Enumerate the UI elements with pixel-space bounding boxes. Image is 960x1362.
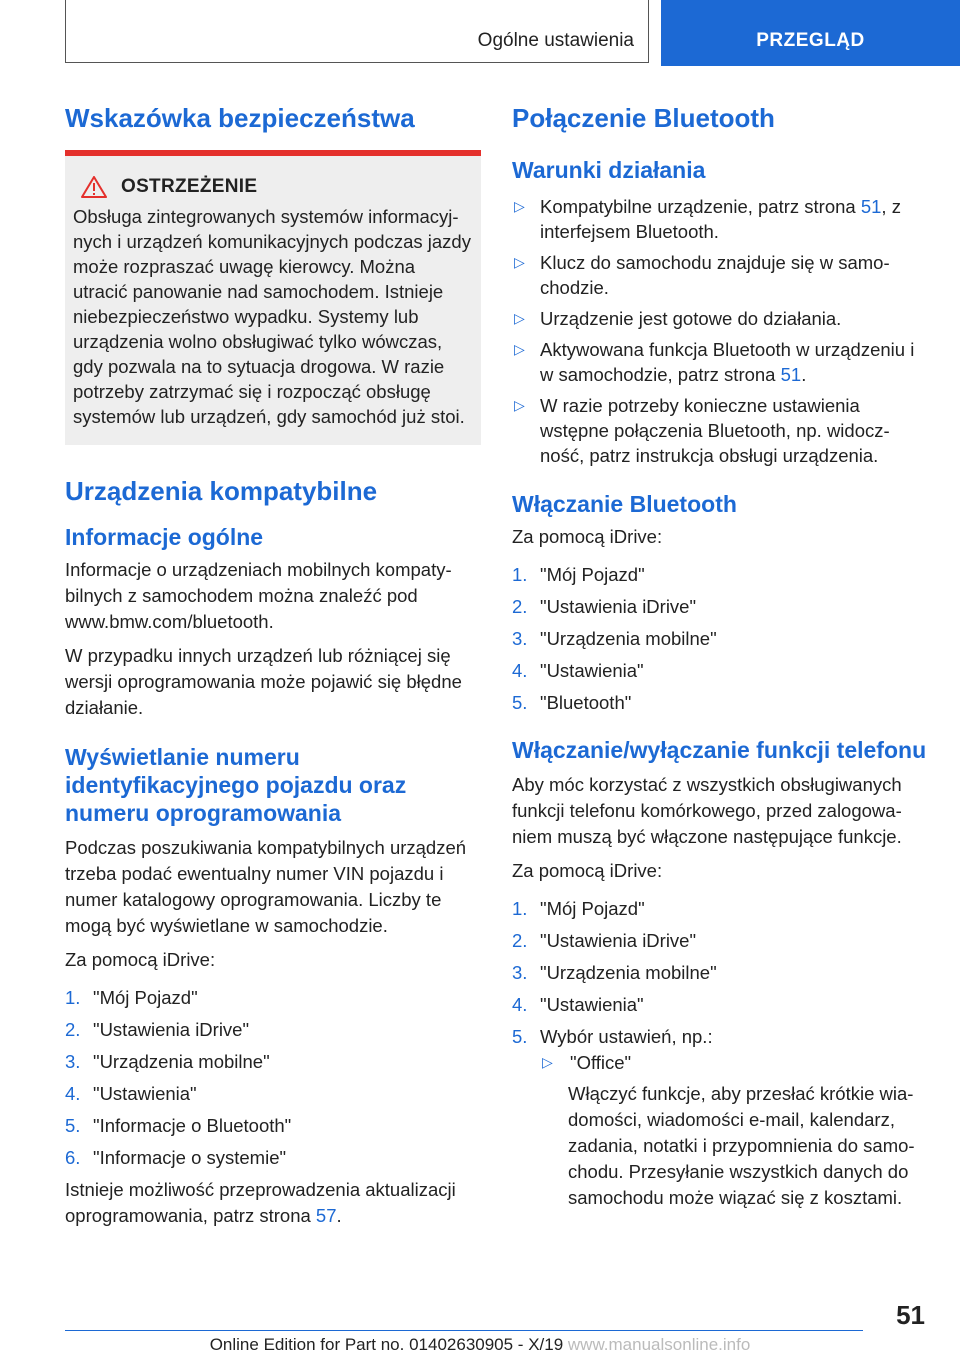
list-item: 5. "Bluetooth" [512, 692, 632, 713]
list-item: 6. "Informacje o systemie" [65, 1147, 287, 1168]
list-item: ▷ W razie potrzeby konieczne ustawienia wstępne połączenia Bluetooth, np. widocz-ność, patrz instrukcja obsługi urządzenia. [514, 395, 890, 466]
triangle-bullet-icon: ▷ [514, 341, 525, 357]
chapter-title: Ogólne ustawienia [477, 30, 634, 51]
list-item: 3. "Urządzenia mobilne" [65, 1051, 270, 1072]
list-item: 2. "Ustawienia iDrive" [65, 1019, 250, 1040]
warning-triangle-icon [81, 176, 107, 198]
right-column [512, 100, 928, 1217]
list-item: 4. "Ustawienia" [512, 994, 644, 1015]
page-number: 51 [896, 1300, 925, 1330]
bluetooth-heading: Połączenie Bluetooth [512, 103, 775, 133]
info-heading: Informacje ogólne [65, 524, 264, 550]
settings-sublist [540, 1050, 928, 1075]
page-header [0, 0, 960, 66]
compat-heading: Urządzenia kompatybilne [65, 476, 378, 506]
triangle-bullet-icon: ▷ [514, 397, 525, 413]
edition-text: Online Edition for Part no. 01402630905 - X/19 [209, 1335, 564, 1354]
list-item: ▷ Aktywowana funkcja Bluetooth w urządzeniu i w samochodzie, patrz strona 51. [514, 339, 915, 385]
warning-title: OSTRZEŻENIE [121, 176, 258, 197]
list-item [540, 1050, 928, 1075]
page-link-51[interactable]: 51 [780, 364, 802, 385]
office-label: "Office" [570, 1052, 632, 1073]
vin-steps [65, 985, 481, 1171]
phone-paragraph: Aby móc korzystać z wszystkich obsługiwanych funkcji telefonu komórkowego, przed zalogowa-niem muszą być włączone następujące funkcje. [512, 774, 902, 847]
section-tab[interactable] [661, 0, 960, 66]
list-item: ▷ Kompatybilne urządzenie, patrz strona 51, z interfejsem Bluetooth. [514, 196, 901, 242]
list-item: ▷ Klucz do samochodu znajduje się w samo-chodzie. [514, 252, 890, 298]
enable-steps [512, 562, 928, 716]
list-item: ▷ Urządzenie jest gotowe do działania. [514, 308, 842, 329]
warning-box [65, 150, 481, 445]
section-title: PRZEGLĄD [756, 30, 865, 51]
triangle-bullet-icon: ▷ [514, 198, 525, 214]
triangle-bullet-icon: ▷ [514, 254, 525, 270]
list-item: 2. "Ustawienia iDrive" [512, 596, 697, 617]
list-item: 2. "Ustawienia iDrive" [512, 930, 697, 951]
phone-steps [512, 896, 928, 1211]
phone-heading: Włączanie/wyłączanie funkcji telefonu [512, 737, 927, 763]
warning-text: Obsługa zintegrowanych systemów informacyj-nych i urządzeń komunikacyjnych podczas jazdy może rozpraszać uwagę kierowcy. Można utracić panowanie nad samochodem. Istnieje niebezpieczeństwo wypadku. Systemy lub urządzenia wolno obsługiwać tylko wówczas, gdy pozwala na to sytuacja drogowa. W razie potrzeby zatrzymać się i rozpocząć obsługę systemów lub urządzeń, gdy samochód już stoi. [73, 206, 471, 427]
list-item: 1. "Mój Pojazd" [512, 898, 645, 919]
phone-idrive-intro: Za pomocą iDrive: [512, 860, 663, 881]
triangle-bullet-icon: ▷ [514, 310, 525, 326]
vin-paragraph: Podczas poszukiwania kompatybilnych urządzeń trzeba podać ewentualny numer VIN pojazdu i numer katalogowy oprogramowania. Liczby te mogą być wyświetlane w samochodzie. [65, 837, 467, 936]
footer [0, 1335, 960, 1355]
info-paragraph-1: Informacje o urządzeniach mobilnych kompaty-bilnych z samochodem można znaleźć pod www.bmw.com/bluetooth. [65, 559, 452, 632]
list-item: 3. "Urządzenia mobilne" [512, 962, 717, 983]
footer-divider [65, 1330, 863, 1331]
enable-heading: Włączanie Bluetooth [512, 491, 737, 517]
list-item: 5. "Informacje o Bluetooth" [65, 1115, 292, 1136]
list-item: 1. "Mój Pojazd" [65, 987, 198, 1008]
info-paragraph-2: W przypadku innych urządzeń lub różniącej się wersji oprogramowania może pojawić się błędne działanie. [65, 645, 462, 718]
office-description: Włączyć funkcje, aby przesłać krótkie wia-domości, wiadomości e-mail, kalendarz, zadania, notatki i przypomnienia do samo-chodu. Przesyłanie wszystkich danych do samochodu może wiązać się z kosztami. [568, 1083, 915, 1208]
page-link-51[interactable]: 51 [860, 196, 882, 217]
triangle-bullet-icon: ▷ [542, 1054, 553, 1070]
site-watermark: www.manualsonline.info [567, 1335, 751, 1354]
safety-heading: Wskazówka bezpieczeństwa [65, 103, 415, 133]
conditions-list [512, 194, 928, 468]
page-link-57[interactable]: 57 [315, 1205, 337, 1226]
list-item: 5. Wybór ustawień, np.: ▷ "Office" Włączyć funkcje, aby przesłać krótkie wia-domości, wiadomości e-mail, kalendarz, zadania, notatki i przypomnienia do samo-chodu. Przesyłanie wszystkich danych do samochodu może wiązać się z kosztami. [512, 1024, 928, 1211]
enable-intro: Za pomocą iDrive: [512, 526, 663, 547]
conditions-heading: Warunki działania [512, 157, 706, 183]
list-item: 1. "Mój Pojazd" [512, 564, 645, 585]
vin-heading: Wyświetlanie numeru identyfikacyjnego pojazdu oraz numeru oprogramowania [65, 744, 407, 826]
update-paragraph: Istnieje możliwość przeprowadzenia aktualizacji oprogramowania, patrz strona 57. [65, 1179, 456, 1226]
left-column [65, 100, 481, 1229]
list-item: 3. "Urządzenia mobilne" [512, 628, 717, 649]
vin-idrive-intro: Za pomocą iDrive: [65, 949, 216, 970]
chapter-tab [65, 0, 649, 63]
list-item: 4. "Ustawienia" [65, 1083, 197, 1104]
list-item: 4. "Ustawienia" [512, 660, 644, 681]
